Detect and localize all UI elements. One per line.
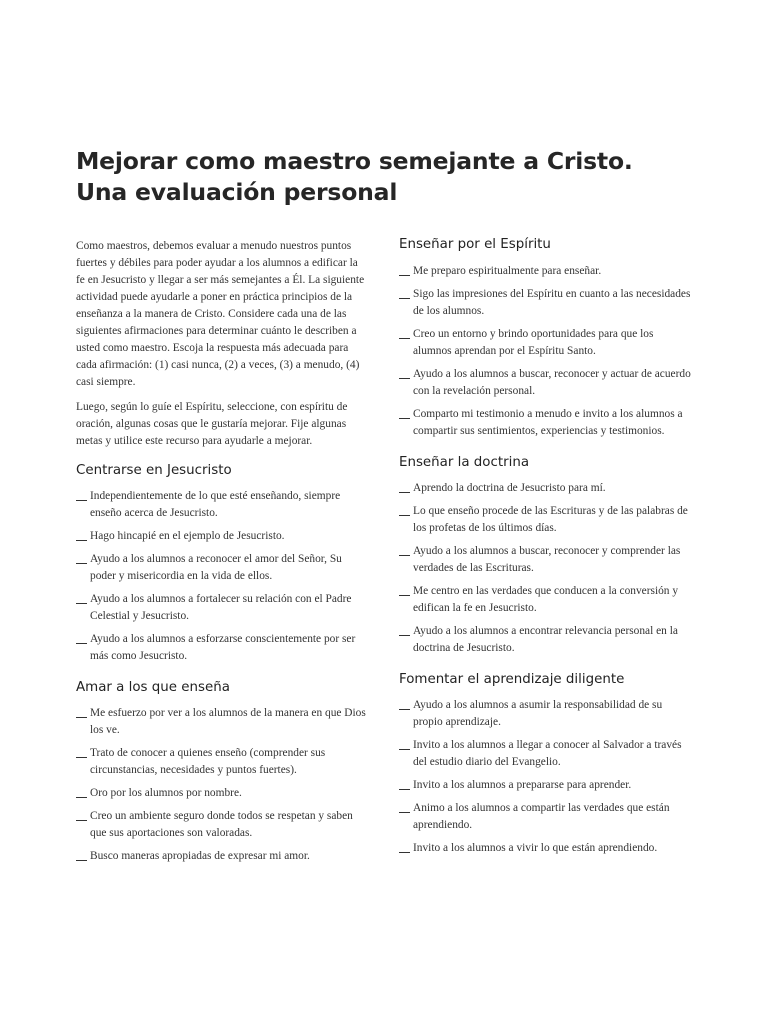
left-column — [76, 236, 368, 879]
answer-blank[interactable] — [76, 591, 87, 604]
checklist-item: Oro por los alumnos por nombre. — [76, 785, 368, 802]
answer-blank[interactable] — [76, 528, 87, 541]
checklist-item: Invito a los alumnos a llegar a conocer al Salvador a través del estudio diario del Evangelio. — [399, 737, 694, 771]
answer-blank[interactable] — [76, 745, 87, 758]
checklist-item: Ayudo a los alumnos a fortalecer su relación con el Padre Celestial y Jesucristo. — [76, 591, 368, 625]
checklist-item: Hago hincapié en el ejemplo de Jesucristo. — [76, 528, 368, 545]
section-heading: Enseñar la doctrina — [399, 455, 530, 470]
answer-blank[interactable] — [399, 286, 410, 299]
section-heading: Enseñar por el Espíritu — [399, 237, 551, 252]
section-doctrina — [399, 454, 694, 657]
checklist — [76, 705, 368, 865]
checklist-item: Aprendo la doctrina de Jesucristo para mí. — [399, 480, 694, 497]
section-heading: Amar a los que enseña — [76, 680, 230, 695]
checklist-item: Me preparo espiritualmente para enseñar. — [399, 263, 694, 280]
checklist-item: Ayudo a los alumnos a buscar, reconocer y comprender las verdades de las Escrituras. — [399, 543, 694, 577]
checklist-item: Ayudo a los alumnos a buscar, reconocer y actuar de acuerdo con la revelación personal. — [399, 366, 694, 400]
checklist-item: Ayudo a los alumnos a asumir la responsabilidad de su propio aprendizaje. — [399, 697, 694, 731]
intro-paragraph-1: Como maestros, debemos evaluar a menudo nuestros puntos fuertes y débiles para poder ayudar a los alumnos a edificar la fe en Jesucristo y llegar a ser más semejantes a Él. La siguiente actividad puede ayudarle a poner en práctica principios de la enseñanza a la manera de Cristo. Considere cada una de las siguientes afirmaciones para determinar cuánto le describen a usted como maestro. Escoja la respuesta más adecuada para cada afirmación: (1) casi nunca, (2) a veces, (3) a menudo, (4) casi siempre. — [76, 240, 365, 388]
section-heading: Centrarse en Jesucristo — [76, 463, 232, 478]
checklist-item: Animo a los alumnos a compartir las verdades que están aprendiendo. — [399, 800, 694, 834]
answer-blank[interactable] — [399, 777, 410, 790]
answer-blank[interactable] — [399, 737, 410, 750]
answer-blank[interactable] — [399, 583, 410, 596]
checklist — [76, 488, 368, 665]
intro-paragraph-2: Luego, según lo guíe el Espíritu, seleccione, con espíritu de oración, algunas cosas que le gustaría mejorar. Fije algunas metas y utilice este recurso para ayudarle a mejorar. — [76, 401, 348, 447]
answer-blank[interactable] — [399, 406, 410, 419]
section-centrarse — [76, 462, 368, 665]
section-amar — [76, 679, 368, 865]
answer-blank[interactable] — [399, 543, 410, 556]
answer-blank[interactable] — [399, 503, 410, 516]
answer-blank[interactable] — [399, 623, 410, 636]
checklist — [399, 480, 694, 657]
checklist-item: Busco maneras apropiadas de expresar mi amor. — [76, 848, 368, 865]
section-heading: Fomentar el aprendizaje diligente — [399, 672, 625, 687]
checklist-item: Trato de conocer a quienes enseño (comprender sus circunstancias, necesidades y puntos fuertes). — [76, 745, 368, 779]
answer-blank[interactable] — [399, 263, 410, 276]
answer-blank[interactable] — [76, 488, 87, 501]
title-line-2: Una evaluación personal — [76, 178, 398, 206]
checklist-item: Creo un ambiente seguro donde todos se respetan y saben que sus aportaciones son valoradas. — [76, 808, 368, 842]
checklist-item: Ayudo a los alumnos a reconocer el amor del Señor, Su poder y misericordia en la vida de ellos. — [76, 551, 368, 585]
answer-blank[interactable] — [76, 705, 87, 718]
checklist-item: Invito a los alumnos a prepararse para aprender. — [399, 777, 694, 794]
checklist — [399, 697, 694, 857]
answer-blank[interactable] — [399, 840, 410, 853]
answer-blank[interactable] — [399, 800, 410, 813]
answer-blank[interactable] — [76, 808, 87, 821]
checklist-item: Me esfuerzo por ver a los alumnos de la manera en que Dios los ve. — [76, 705, 368, 739]
checklist-item: Me centro en las verdades que conducen a la conversión y edifican la fe en Jesucristo. — [399, 583, 694, 617]
checklist-item: Independientemente de lo que esté enseñando, siempre enseño acerca de Jesucristo. — [76, 488, 368, 522]
section-aprendizaje — [399, 671, 694, 857]
answer-blank[interactable] — [76, 848, 87, 861]
answer-blank[interactable] — [399, 697, 410, 710]
checklist-item: Creo un entorno y brindo oportunidades para que los alumnos aprendan por el Espíritu Santo. — [399, 326, 694, 360]
checklist-item: Ayudo a los alumnos a encontrar relevancia personal en la doctrina de Jesucristo. — [399, 623, 694, 657]
checklist-item: Invito a los alumnos a vivir lo que están aprendiendo. — [399, 840, 694, 857]
page-title — [76, 146, 696, 208]
answer-blank[interactable] — [399, 326, 410, 339]
right-column — [399, 236, 694, 871]
checklist-item: Comparto mi testimonio a menudo e invito a los alumnos a compartir sus sentimientos, experiencias y testimonios. — [399, 406, 694, 440]
checklist — [399, 263, 694, 440]
answer-blank[interactable] — [399, 366, 410, 379]
section-espiritu — [399, 236, 694, 440]
answer-blank[interactable] — [76, 785, 87, 798]
title-line-1: Mejorar como maestro semejante a Cristo. — [76, 147, 633, 175]
checklist-item: Ayudo a los alumnos a esforzarse conscientemente por ser más como Jesucristo. — [76, 631, 368, 665]
checklist-item: Lo que enseño procede de las Escrituras y de las palabras de los profetas de los últimos días. — [399, 503, 694, 537]
answer-blank[interactable] — [399, 480, 410, 493]
answer-blank[interactable] — [76, 631, 87, 644]
checklist-item: Sigo las impresiones del Espíritu en cuanto a las necesidades de los alumnos. — [399, 286, 694, 320]
answer-blank[interactable] — [76, 551, 87, 564]
